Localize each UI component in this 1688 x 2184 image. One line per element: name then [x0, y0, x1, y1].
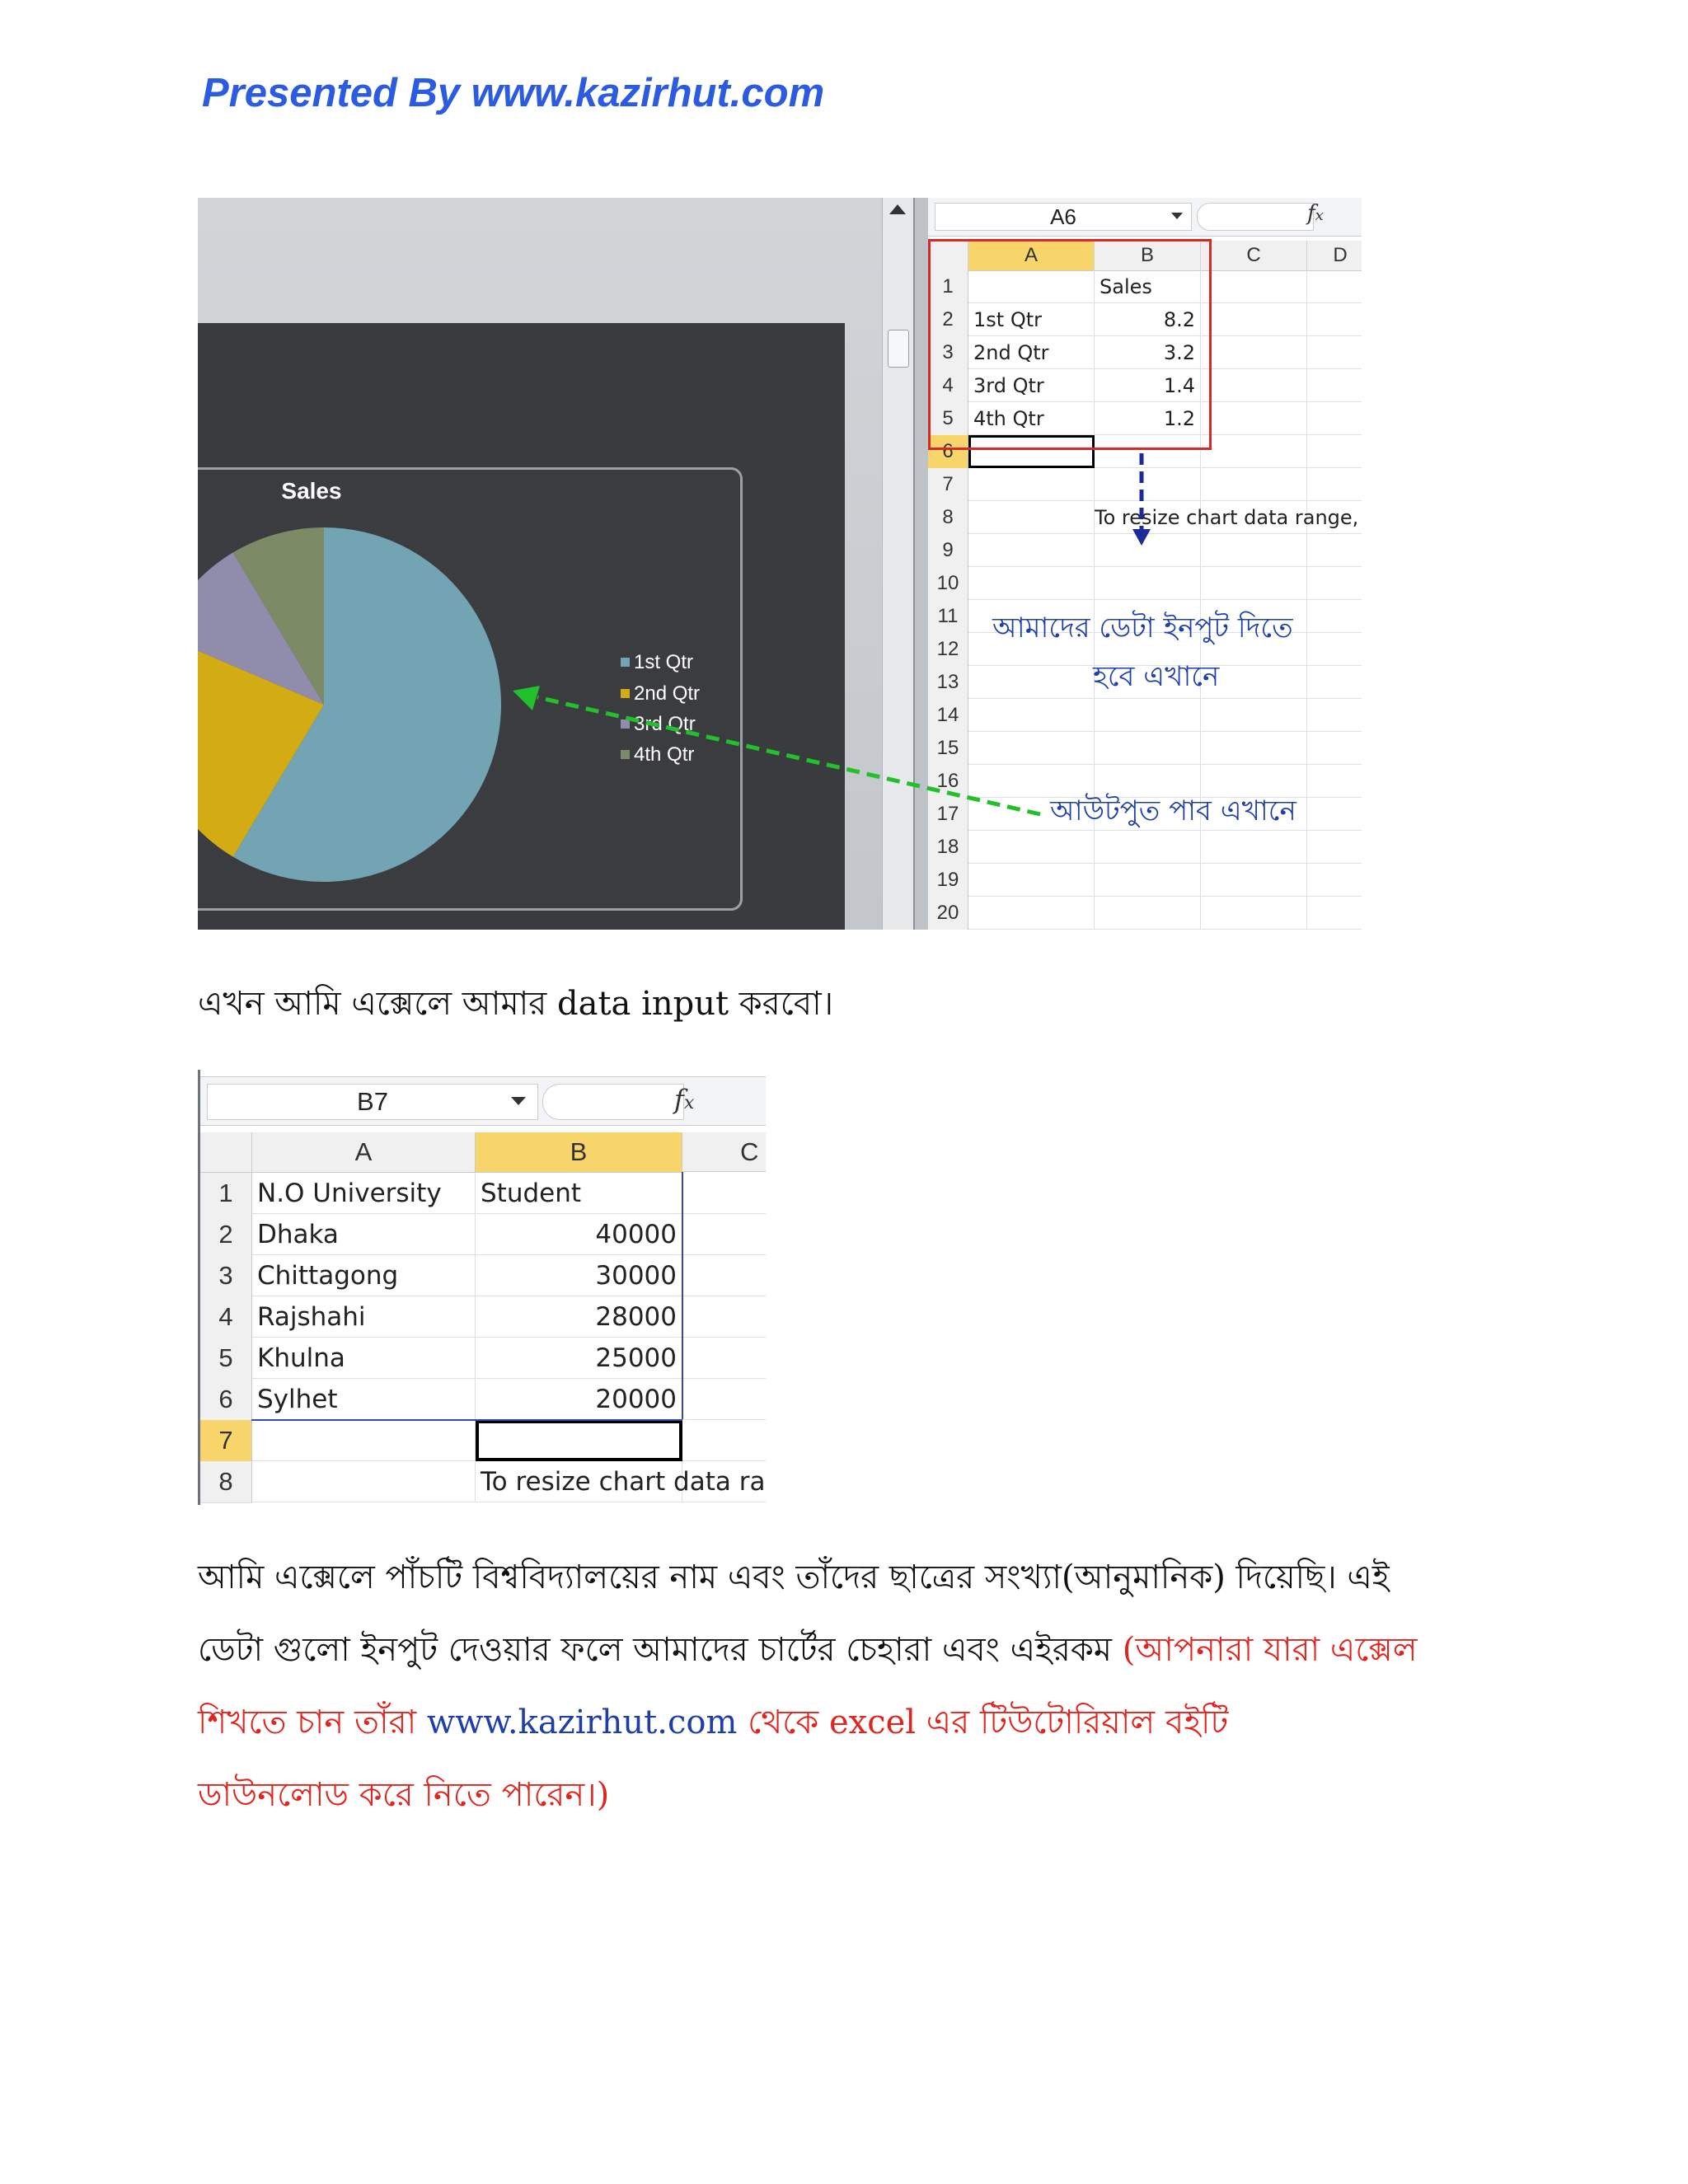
- legend-item-2: 2nd Qtr: [621, 682, 700, 705]
- grid-cell-2[interactable]: [682, 1420, 766, 1461]
- legend-item-4: 4th Qtr: [621, 743, 694, 766]
- cell-student-count[interactable]: 25000: [476, 1338, 682, 1379]
- col-header-a[interactable]: A: [968, 241, 1095, 271]
- formula-expander-2[interactable]: [542, 1084, 684, 1120]
- cell-a5[interactable]: 4th Qtr: [968, 402, 1095, 435]
- row-header-18[interactable]: 18: [928, 831, 968, 865]
- legend-item-1: 1st Qtr: [621, 651, 693, 674]
- row-header-12[interactable]: 12: [928, 633, 968, 667]
- fx-icon-2[interactable]: fx: [674, 1084, 695, 1115]
- page-header: Presented By www.kazirhut.com: [202, 71, 825, 115]
- paragraph-body-line1: আমি এক্সেলে পাঁচটি বিশ্ববিদ্যালয়ের নাম এবং তাঁদের ছাত্রের সংখ্যা(আনুমানিক) দিয়েছি। এই: [198, 1558, 1390, 1596]
- row-header-11[interactable]: 11: [928, 600, 968, 634]
- kazirhut-link[interactable]: www.kazirhut.com: [426, 1704, 738, 1741]
- row-header-2-2[interactable]: 2: [200, 1214, 252, 1256]
- cell-b2[interactable]: 8.2: [1095, 303, 1201, 336]
- cell-university-name[interactable]: Rajshahi: [252, 1296, 476, 1338]
- grid-cell-2[interactable]: [682, 1173, 766, 1214]
- cell-a4[interactable]: 3rd Qtr: [968, 369, 1095, 402]
- row-header-2-4[interactable]: 4: [200, 1296, 252, 1338]
- paragraph-body-line4: ডাউনলোড করে নিতে পারেন।): [198, 1776, 610, 1814]
- cell-university-name[interactable]: Chittagong: [252, 1255, 476, 1296]
- cell-b1[interactable]: Student: [476, 1173, 682, 1214]
- row-header-2-8[interactable]: 8: [200, 1461, 252, 1503]
- cell-b1[interactable]: Sales: [1095, 270, 1201, 303]
- row-header-3[interactable]: 3: [928, 336, 968, 370]
- active-cell-b7[interactable]: [476, 1420, 682, 1461]
- legend-item-3: 3rd Qtr: [621, 713, 696, 736]
- cell-b8[interactable]: To resize chart data range,: [1095, 506, 1359, 529]
- row-header-2-1[interactable]: 1: [200, 1173, 252, 1215]
- name-box-2[interactable]: B7: [207, 1084, 538, 1120]
- grid-cell-2[interactable]: [252, 1461, 476, 1502]
- formula-bar-2: [200, 1076, 766, 1126]
- col-header-b-2[interactable]: B: [476, 1132, 682, 1173]
- left-arrow-icon: [198, 198, 1362, 930]
- cell-a2[interactable]: 1st Qtr: [968, 303, 1095, 336]
- grid-cell-2[interactable]: [682, 1255, 766, 1296]
- col-header-c[interactable]: C: [1201, 241, 1307, 271]
- cell-b8[interactable]: To resize chart data ra: [481, 1467, 766, 1497]
- name-box[interactable]: A6: [935, 203, 1192, 231]
- col-header-a-2[interactable]: A: [252, 1132, 476, 1173]
- row-header-10[interactable]: 10: [928, 567, 968, 601]
- cell-university-name[interactable]: Khulna: [252, 1338, 476, 1379]
- row-header-2-6[interactable]: 6: [200, 1379, 252, 1421]
- row-header-20[interactable]: 20: [928, 897, 968, 930]
- row-header-9[interactable]: 9: [928, 534, 968, 568]
- row-header-17[interactable]: 17: [928, 798, 968, 832]
- col-header-b[interactable]: B: [1095, 241, 1201, 271]
- row-header-2-7[interactable]: 7: [200, 1420, 252, 1462]
- annotation-output: আউটপুত পাব এখানে: [1050, 794, 1296, 827]
- row-header-1[interactable]: 1: [928, 270, 968, 304]
- range-border-right: [682, 1172, 683, 1419]
- grid-cell-2[interactable]: [682, 1214, 766, 1255]
- fx-icon[interactable]: fx: [1307, 201, 1324, 226]
- select-all-corner-2[interactable]: [200, 1132, 252, 1173]
- row-header-4[interactable]: 4: [928, 369, 968, 403]
- grid-cell-2[interactable]: [682, 1296, 766, 1338]
- cell-university-name[interactable]: Dhaka: [252, 1214, 476, 1255]
- cell-student-count[interactable]: 40000: [476, 1214, 682, 1255]
- row-header-16[interactable]: 16: [928, 765, 968, 799]
- row-header-2[interactable]: 2: [928, 303, 968, 337]
- cell-a1[interactable]: N.O University: [252, 1173, 476, 1214]
- row-header-15[interactable]: 15: [928, 732, 968, 766]
- row-header-13[interactable]: 13: [928, 666, 968, 700]
- cell-university-name[interactable]: Sylhet: [252, 1379, 476, 1420]
- range-border-bottom: [251, 1419, 682, 1421]
- row-header-6[interactable]: 6: [928, 435, 968, 469]
- paragraph-intro: এখন আমি এক্সেলে আমার data input করবো।: [198, 985, 834, 1023]
- row-header-14[interactable]: 14: [928, 699, 968, 733]
- grid-cell-2[interactable]: [682, 1379, 766, 1420]
- grid-cell-2[interactable]: [252, 1420, 476, 1461]
- annotation-input-line1: আমাদের ডেটা ইনপুট দিতে: [992, 612, 1293, 644]
- annotation-input-line2: হবে এখানে: [1093, 660, 1220, 693]
- col-header-d[interactable]: D: [1307, 241, 1362, 271]
- row-header-8[interactable]: 8: [928, 501, 968, 535]
- col-header-c-2[interactable]: C: [682, 1132, 766, 1172]
- cell-b5[interactable]: 1.2: [1095, 402, 1201, 435]
- paragraph-body-line3: শিখতে চান তাঁরা www.kazirhut.com থেকে excel এর টিউটোরিয়াল বইটি: [198, 1704, 1229, 1741]
- grid-cell-2[interactable]: [682, 1338, 766, 1379]
- cell-student-count[interactable]: 28000: [476, 1296, 682, 1338]
- cell-a3[interactable]: 2nd Qtr: [968, 336, 1095, 369]
- chevron-down-icon-2[interactable]: [511, 1097, 526, 1105]
- screenshot-powerpoint-excel: [198, 198, 1362, 930]
- chart-title: Sales: [281, 478, 342, 504]
- cell-student-count[interactable]: 30000: [476, 1255, 682, 1296]
- cell-b4[interactable]: 1.4: [1095, 369, 1201, 402]
- paragraph-body-line2: ডেটা গুলো ইনপুট দেওয়ার ফলে আমাদের চার্টের চেহারা এবং এইরকম (আপনারা যারা এক্সেল: [198, 1631, 1418, 1669]
- row-header-2-5[interactable]: 5: [200, 1338, 252, 1380]
- row-header-19[interactable]: 19: [928, 864, 968, 898]
- row-header-2-3[interactable]: 3: [200, 1255, 252, 1297]
- cell-b3[interactable]: 3.2: [1095, 336, 1201, 369]
- screenshot-excel-universities: [198, 1070, 766, 1505]
- cell-student-count[interactable]: 20000: [476, 1379, 682, 1420]
- row-header-7[interactable]: 7: [928, 468, 968, 502]
- row-header-5[interactable]: 5: [928, 402, 968, 436]
